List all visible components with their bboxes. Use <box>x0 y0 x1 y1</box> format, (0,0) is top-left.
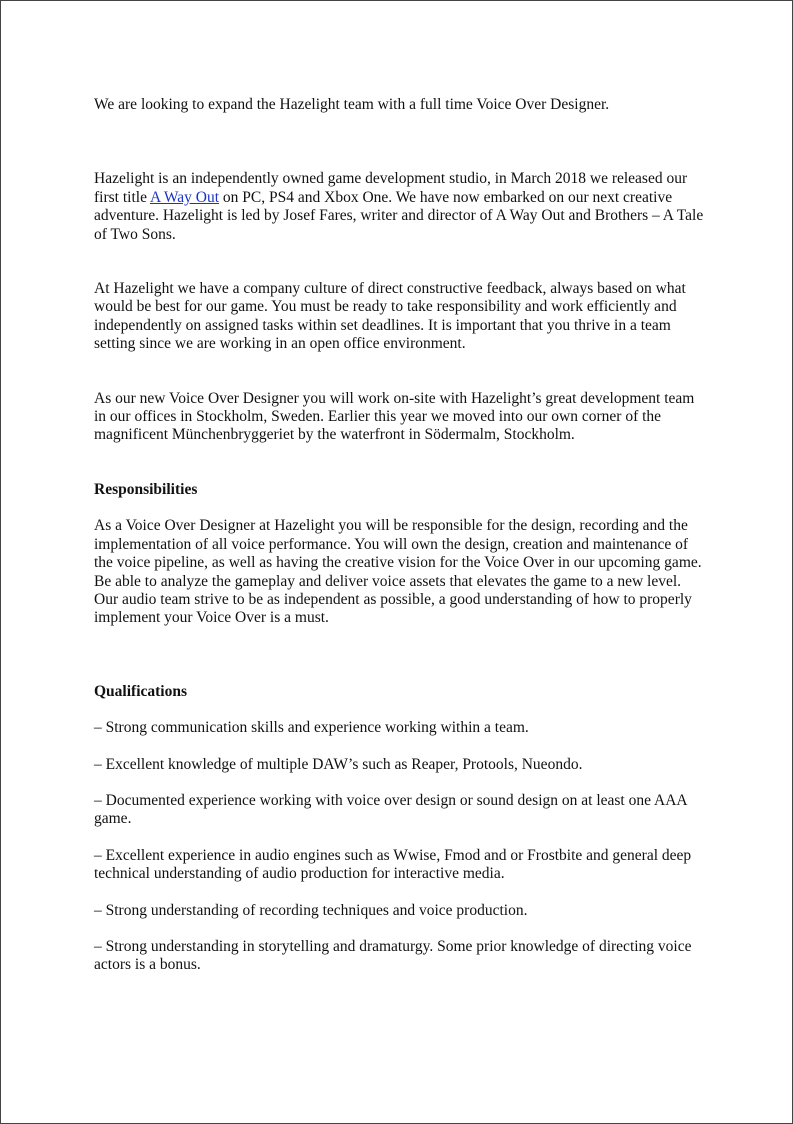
qualification-item: – Excellent knowledge of multiple DAW’s such as Reaper, Protools, Nueondo. <box>94 755 583 773</box>
a-way-out-link[interactable]: A Way Out <box>149 188 220 206</box>
intro-paragraph: We are looking to expand the Hazelight team with a full time Voice Over Designer. <box>94 96 610 113</box>
qualification-item: – Documented experience working with voice over design or sound design on at least one AAA game. <box>94 791 687 828</box>
about-text-after-link: on PC, PS4 and Xbox One. We have now embarked on our next creative adventure. Hazelight is led by Josef Fares, writer and director of A Way Out and Brothers – A Tale of Two Sons. <box>94 188 704 243</box>
document-body <box>94 96 704 975</box>
qualification-item: – Strong communication skills and experience working within a team. <box>94 719 529 737</box>
location-paragraph: As our new Voice Over Designer you will work on-site with Hazelight’s great development team in our offices in Stockholm, Sweden. Earlier this year we moved into our own corner of the magnificent Münchenbryggeriet by the waterfront in Södermalm, Stockholm. <box>94 389 695 444</box>
about-paragraph <box>94 170 704 244</box>
qualification-item: – Excellent experience in audio engines such as Wwise, Fmod and or Frostbite and general deep technical understanding of audio production for interactive media. <box>94 846 692 883</box>
about-text-before-link: Hazelight is an independently owned game development studio, in March 2018 we released our first title <box>94 170 688 206</box>
responsibilities-paragraph: As a Voice Over Designer at Hazelight you will be responsible for the design, recording and the implementation of all voice performance. You will own the design, creation and maintenance of the voice pipeline, as well as having the creative vision for the Voice Over in our upcoming game. Be able to analyze the gameplay and deliver voice assets that elevates the game to a new level. Our audio team strive to be as independent as possible, a good understanding of how to properly implement your Voice Over is a must. <box>94 517 702 627</box>
culture-paragraph: At Hazelight we have a company culture of direct constructive feedback, always based on what would be best for our game. You must be ready to take responsibility and work efficiently and independently on assigned tasks within set deadlines. It is important that you thrive in a team setting since we are working in an open office environment. <box>94 280 686 353</box>
qualification-item: – Strong understanding in storytelling and dramaturgy. Some prior knowledge of directing voice actors is a bonus. <box>94 937 692 974</box>
qualifications-heading: Qualifications <box>94 682 188 700</box>
responsibilities-heading: Responsibilities <box>94 480 198 498</box>
qualification-item: – Strong understanding of recording techniques and voice production. <box>94 901 528 919</box>
